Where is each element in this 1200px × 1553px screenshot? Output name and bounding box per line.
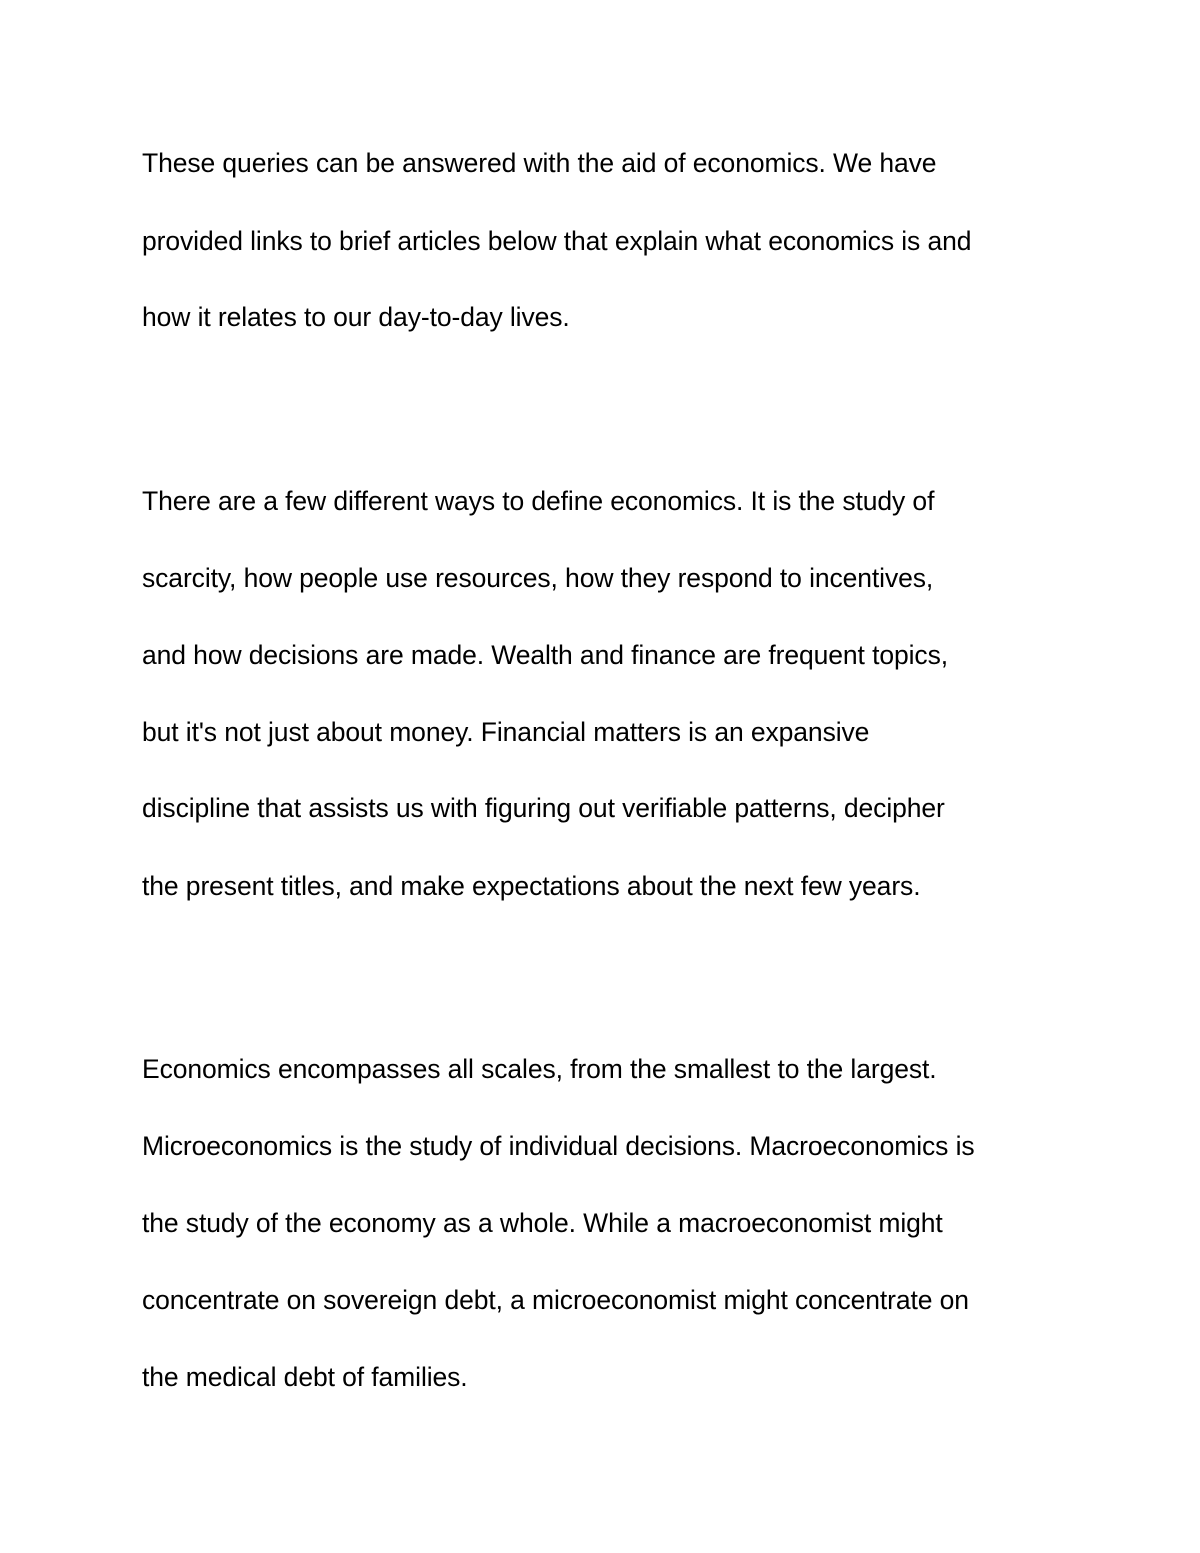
- text-line: scarcity, how people use resources, how they respond to incentives,: [142, 563, 934, 593]
- text-line: provided links to brief articles below that explain what economics is and: [142, 226, 972, 256]
- text-line: but it's not just about money. Financial matters is an expansive: [142, 717, 870, 747]
- text-line: discipline that assists us with figuring out verifiable patterns, decipher: [142, 793, 945, 823]
- text-line: how it relates to our day-to-day lives.: [142, 302, 570, 332]
- text-line: concentrate on sovereign debt, a microeconomist might concentrate on: [142, 1285, 969, 1315]
- text-line: Microeconomics is the study of individual decisions. Macroeconomics is: [142, 1131, 975, 1161]
- text-line: and how decisions are made. Wealth and finance are frequent topics,: [142, 640, 948, 670]
- text-line: Economics encompasses all scales, from the smallest to the largest.: [142, 1054, 937, 1084]
- text-line: the medical debt of families.: [142, 1362, 468, 1392]
- text-line: These queries can be answered with the aid of economics. We have: [142, 148, 937, 178]
- text-line: There are a few different ways to define economics. It is the study of: [142, 486, 935, 516]
- text-line: the present titles, and make expectations about the next few years.: [142, 871, 921, 901]
- text-line: the study of the economy as a whole. While a macroeconomist might: [142, 1208, 943, 1238]
